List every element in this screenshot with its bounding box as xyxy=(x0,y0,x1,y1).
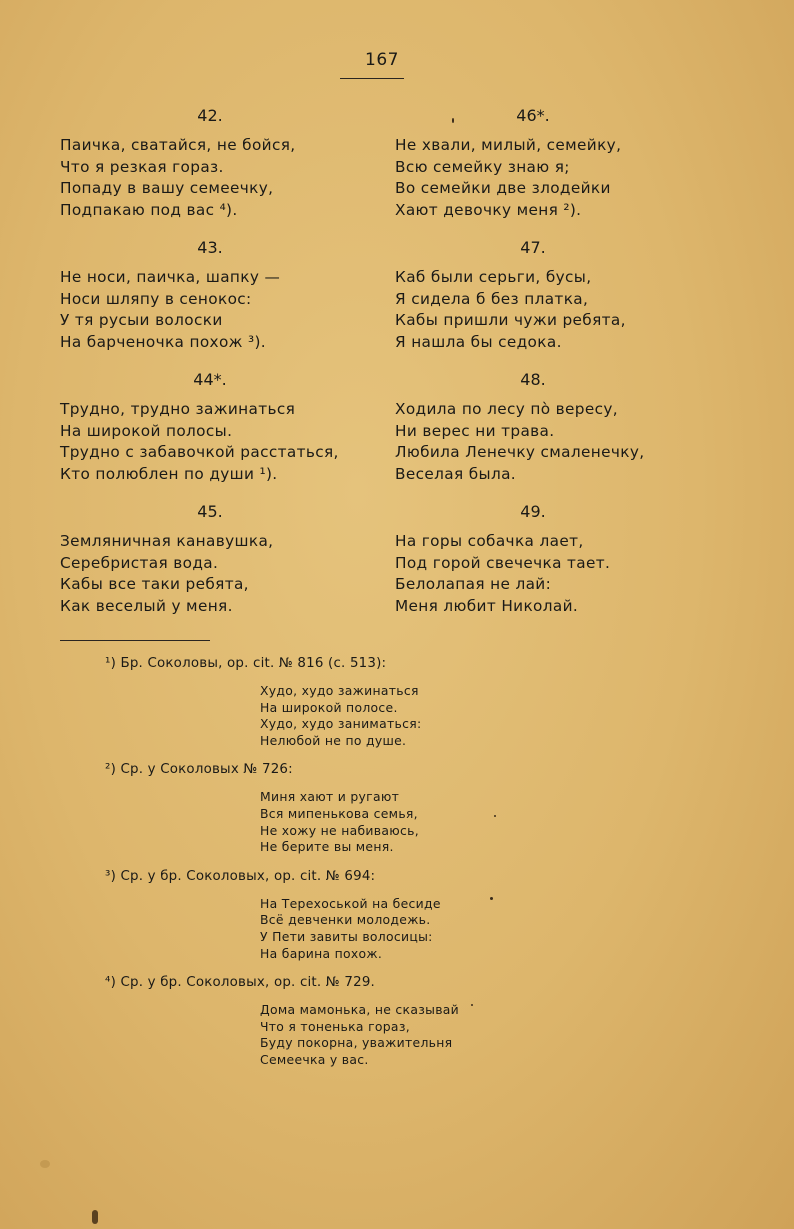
left-column xyxy=(60,103,400,631)
speck xyxy=(452,118,454,123)
stanza-line: Трудно, трудно зажинаться xyxy=(60,400,296,418)
stanza-line: Каб были серьги, бусы, xyxy=(395,268,592,286)
footnote xyxy=(105,761,665,855)
stanza-line: Кто полюблен по души ¹). xyxy=(60,464,278,483)
stanza-number: 45. xyxy=(197,502,223,521)
quote-line: На барина похож. xyxy=(260,945,383,961)
stanza-number: 43. xyxy=(197,238,223,257)
stanza-line: У тя русыи волоски xyxy=(60,311,223,329)
page-number: 167 xyxy=(365,50,399,70)
quote-line: Семеечка у вас. xyxy=(260,1051,369,1067)
stanza-line: Серебристая вода. xyxy=(60,553,219,572)
quote-line: Буду покорна, уважительня xyxy=(260,1035,453,1051)
stanza-number: 42. xyxy=(197,106,223,125)
stanza-line: Ходила по лесу по̀ вересу, xyxy=(395,400,618,418)
stanza-line: Под горой свечечка тает. xyxy=(395,553,611,572)
stanza-line: Любила Ленечку смаленечку, xyxy=(395,443,645,461)
speck xyxy=(92,1210,98,1224)
stanza-line: Веселая была. xyxy=(395,464,517,483)
footnote-quote xyxy=(260,683,665,749)
stanza-line: Во семейки две злодейки xyxy=(395,179,611,197)
footnote xyxy=(105,868,665,962)
stanza-line: Кабы все таки ребята, xyxy=(60,575,249,593)
stanza-number: 44*. xyxy=(193,370,227,389)
quote-line: Не берите вы меня. xyxy=(260,839,394,855)
quote-line: На широкой полосе. xyxy=(260,699,398,715)
footnote xyxy=(105,974,665,1068)
footnote-reference: ²) Ср. у Соколовых № 726: xyxy=(105,762,293,778)
header-rule xyxy=(340,78,404,79)
quote-line: На Терехоськой на бесиде xyxy=(260,895,441,911)
stanza xyxy=(60,103,400,221)
quote-line: Худо, худо зажинаться xyxy=(260,683,419,698)
speck xyxy=(494,815,496,817)
stanza-line: Не носи, паичка, шапку — xyxy=(60,268,281,286)
stanza-line: Я сидела б без платка, xyxy=(395,289,589,308)
quote-line: Что я тоненька гораз, xyxy=(260,1018,410,1034)
stanza-line: На горы собачка лает, xyxy=(395,532,584,550)
footnote-reference: ³) Ср. у бр. Соколовых, ор. cit. № 694: xyxy=(105,868,376,884)
stanza-line: Подпакаю под вас ⁴). xyxy=(60,200,238,219)
footnote-reference: ⁴) Ср. у бр. Соколовых, ор. cit. № 729. xyxy=(105,975,375,991)
stanza-line: Я нашла бы седока. xyxy=(395,332,562,351)
speck xyxy=(40,1160,50,1168)
footnotes xyxy=(105,655,665,1081)
speck xyxy=(490,897,493,900)
stanza-line: На барченочка похож ³). xyxy=(60,332,267,351)
stanza-line: Меня любит Николай. xyxy=(395,596,579,615)
stanza xyxy=(395,235,735,353)
quote-line: Нелюбой не по душе. xyxy=(260,732,407,748)
stanza-number: 49. xyxy=(520,502,546,521)
stanza-line: На широкой полосы. xyxy=(60,421,233,440)
quote-line: Дома мамонька, не сказывай xyxy=(260,1002,460,1018)
stanza-line: Носи шляпу в сенокос: xyxy=(60,289,252,308)
stanza-line: Ни верес ни трава. xyxy=(395,421,555,440)
quote-line: У Пети завиты волосицы: xyxy=(260,928,433,944)
footnote-reference: ¹) Бр. Соколовы, ор. cit. № 816 (с. 513): xyxy=(105,656,387,671)
speck xyxy=(471,1004,473,1006)
stanza-line: Не хвали, милый, семейку, xyxy=(395,136,622,154)
stanza-line: Кабы пришли чужи ребята, xyxy=(395,311,626,329)
stanza-line: Как веселый у меня. xyxy=(60,596,233,615)
right-column xyxy=(395,103,735,631)
stanza xyxy=(60,235,400,353)
quote-line: Миня хают и ругают xyxy=(260,789,400,805)
stanza-line: Попаду в вашу семеечку, xyxy=(60,179,274,197)
stanza xyxy=(60,367,400,485)
stanza-line: Хают девочку меня ²). xyxy=(395,200,582,219)
stanza xyxy=(60,499,400,617)
footnote-quote xyxy=(260,789,665,855)
stanza-line: Паичка, сватайся, не бойся, xyxy=(60,136,296,154)
stanza xyxy=(395,103,735,221)
quote-line: Худо, худо заниматься: xyxy=(260,716,422,732)
stanza-line: Всю семейку знаю я; xyxy=(395,157,570,176)
stanza-line: Земляничная канавушка, xyxy=(60,532,274,550)
footnote-rule xyxy=(60,640,210,641)
stanza-number: 48. xyxy=(520,370,546,389)
footnote-quote xyxy=(260,896,665,962)
stanza-line: Белолапая не лай: xyxy=(395,575,552,593)
stanza-number: 47. xyxy=(520,238,546,257)
stanza xyxy=(395,499,735,617)
stanza-line: Трудно с забавочкой расстаться, xyxy=(60,443,339,461)
footnote xyxy=(105,655,665,749)
stanza-line: Что я резкая гораз. xyxy=(60,157,224,176)
quote-line: Не хожу не набиваюсь, xyxy=(260,822,419,838)
stanza-number: 46*. xyxy=(516,106,550,125)
quote-line: Вся мипенькова семья, xyxy=(260,805,418,821)
stanza xyxy=(395,367,735,485)
footnote-quote xyxy=(260,1002,665,1068)
quote-line: Всё девченки молодежь. xyxy=(260,912,431,928)
